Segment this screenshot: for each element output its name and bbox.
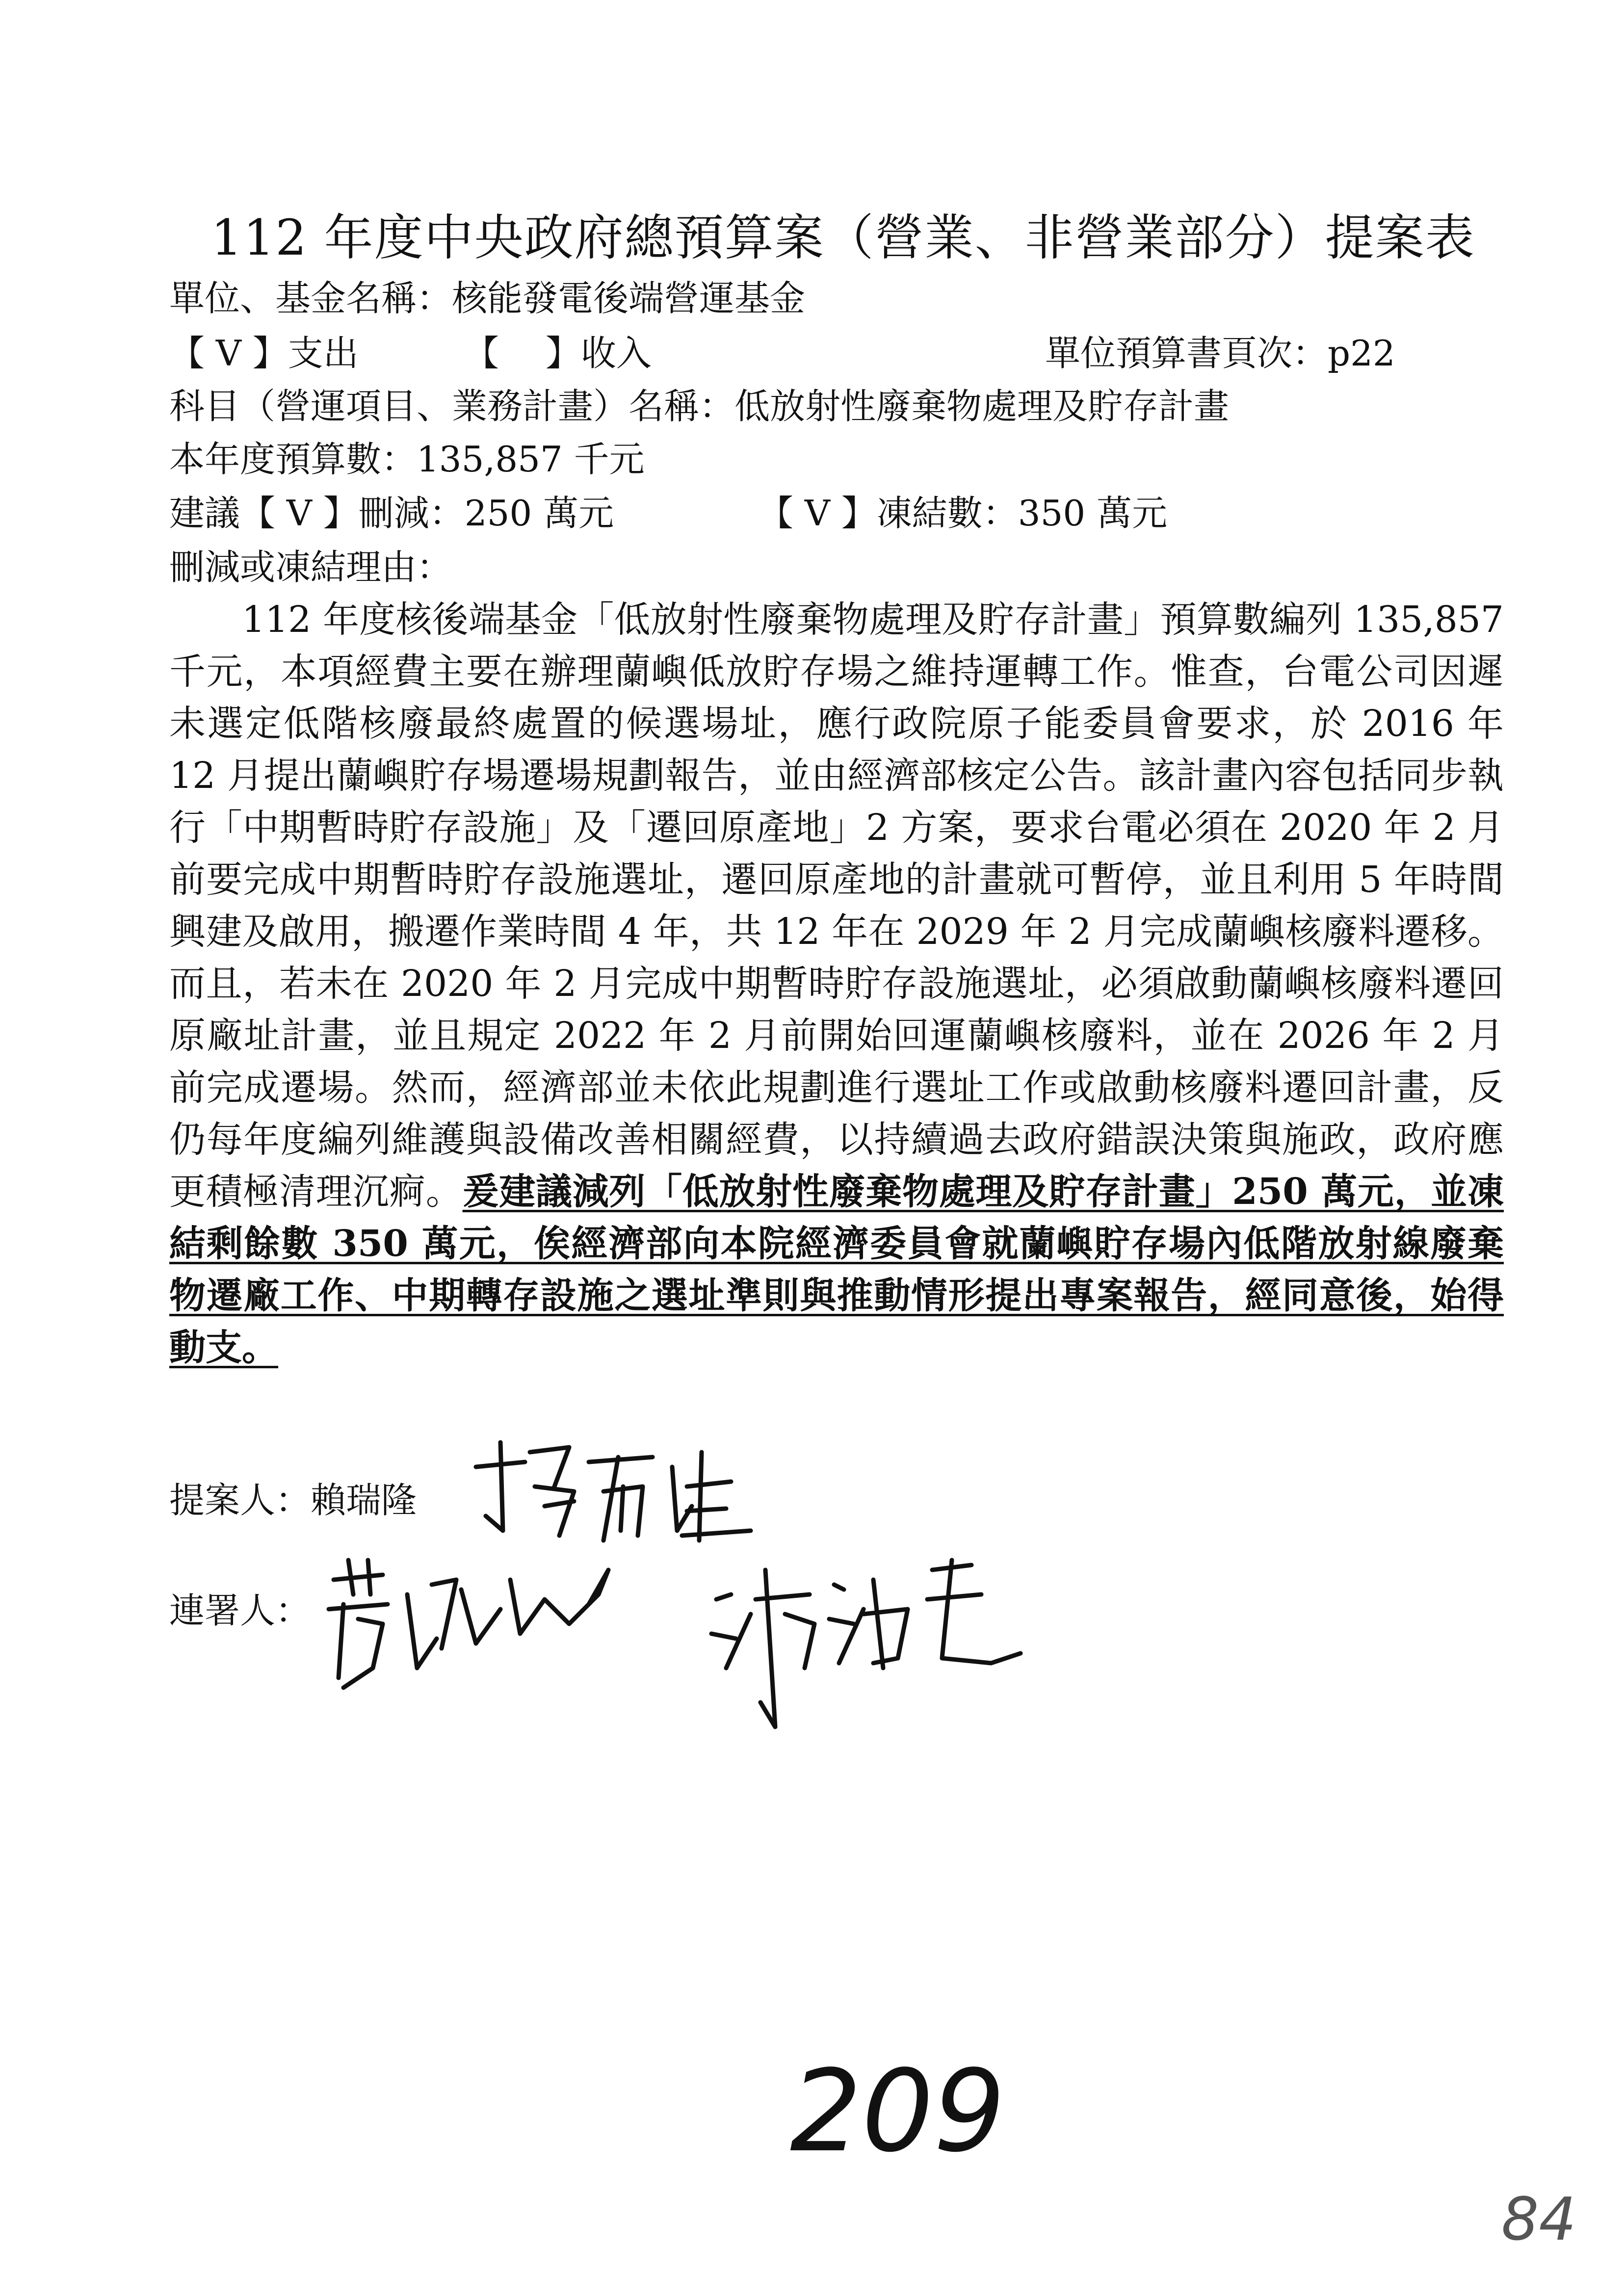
subject-name: 科目（營運項目、業務計畫）名稱：低放射性廢棄物處理及貯存計畫 (169, 386, 1230, 427)
reason-text: 112 年度核後端基金「低放射性廢棄物處理及貯存計畫」預算數編列 135,857 千元，本項經費主要在辦理蘭嶼低放貯存場之維持運轉工作。惟查，台電公司因遲未選定低階核廢最終處置的候選場址，應行政院原子能委員會要求，於 2016 年 12 月提出蘭嶼貯存場遷場規劃報告，並由經濟部核定公告。該計畫內容包括同步執行「中期暫時貯存設施」及「遷回原產地」2 方案，要求台電必須在 2020 年 2 月前要完成中期暫時貯存設施選址，遷回原產地的計畫就可暫停，並且利用 5 年時間興建及啟用，搬遷作業時間 4 年，共 12 年在 2029 年 2 月完成蘭嶼核廢料遷移。而且，若未在 2020 年 2 月完成中期暫時貯存設施選址，必須啟動蘭嶼核廢料遷回原廠址計畫，並且規定 2022 年 2 月前開始回運蘭嶼核廢料，並在 2026 年 2 月前完成遷場。然而，經濟部並未依此規劃進行選址工作或啟動核廢料遷回計畫，反仍每年度編列維護與設備改善相關經費，以持續過去政府錯誤決策與施政，政府應更積極清理沉痾。 (169, 599, 1504, 1213)
budget-book-page-ref: 單位預算書頁次：p22 (1045, 333, 1395, 374)
handwritten-page-number: 209 (790, 2046, 1005, 2177)
annual-budget: 本年度預算數：135,857 千元 (169, 439, 645, 480)
handwritten-corner-number: 84 (1501, 2186, 1576, 2254)
cosigner-signature-1 (314, 1550, 628, 1697)
cosigner-signature-2 (697, 1540, 1040, 1747)
expense-checkbox-label: 【 V 】支出 (169, 333, 359, 374)
income-checkbox-label: 【 】收入 (464, 333, 652, 374)
document-title: 112 年度中央政府總預算案（營業、非營業部分）提案表 (211, 209, 1475, 266)
reason-highlight: 爰建議減列「低放射性廢棄物處理及貯存計畫」250 萬元，並凍結剩餘數 350 萬元，俟經濟部向本院經濟委員會就蘭嶼貯存場內低階放射線廢棄物遷廠工作、中期轉存設施之選址準則與推動情形提出專案報告，經同意後，始得動支。 (169, 1171, 1504, 1369)
proposer-label: 提案人：賴瑞隆 (169, 1480, 417, 1521)
cut-suggestion: 建議【 V 】刪減：250 萬元 (169, 493, 614, 534)
reason-paragraph (169, 594, 1504, 1374)
reason-label: 刪減或凍結理由： (169, 547, 452, 588)
unit-fund-name: 單位、基金名稱：核能發電後端營運基金 (169, 278, 806, 319)
freeze-suggestion: 【 V 】凍結數：350 萬元 (758, 493, 1168, 534)
cosigner-label: 連署人： (169, 1590, 311, 1631)
